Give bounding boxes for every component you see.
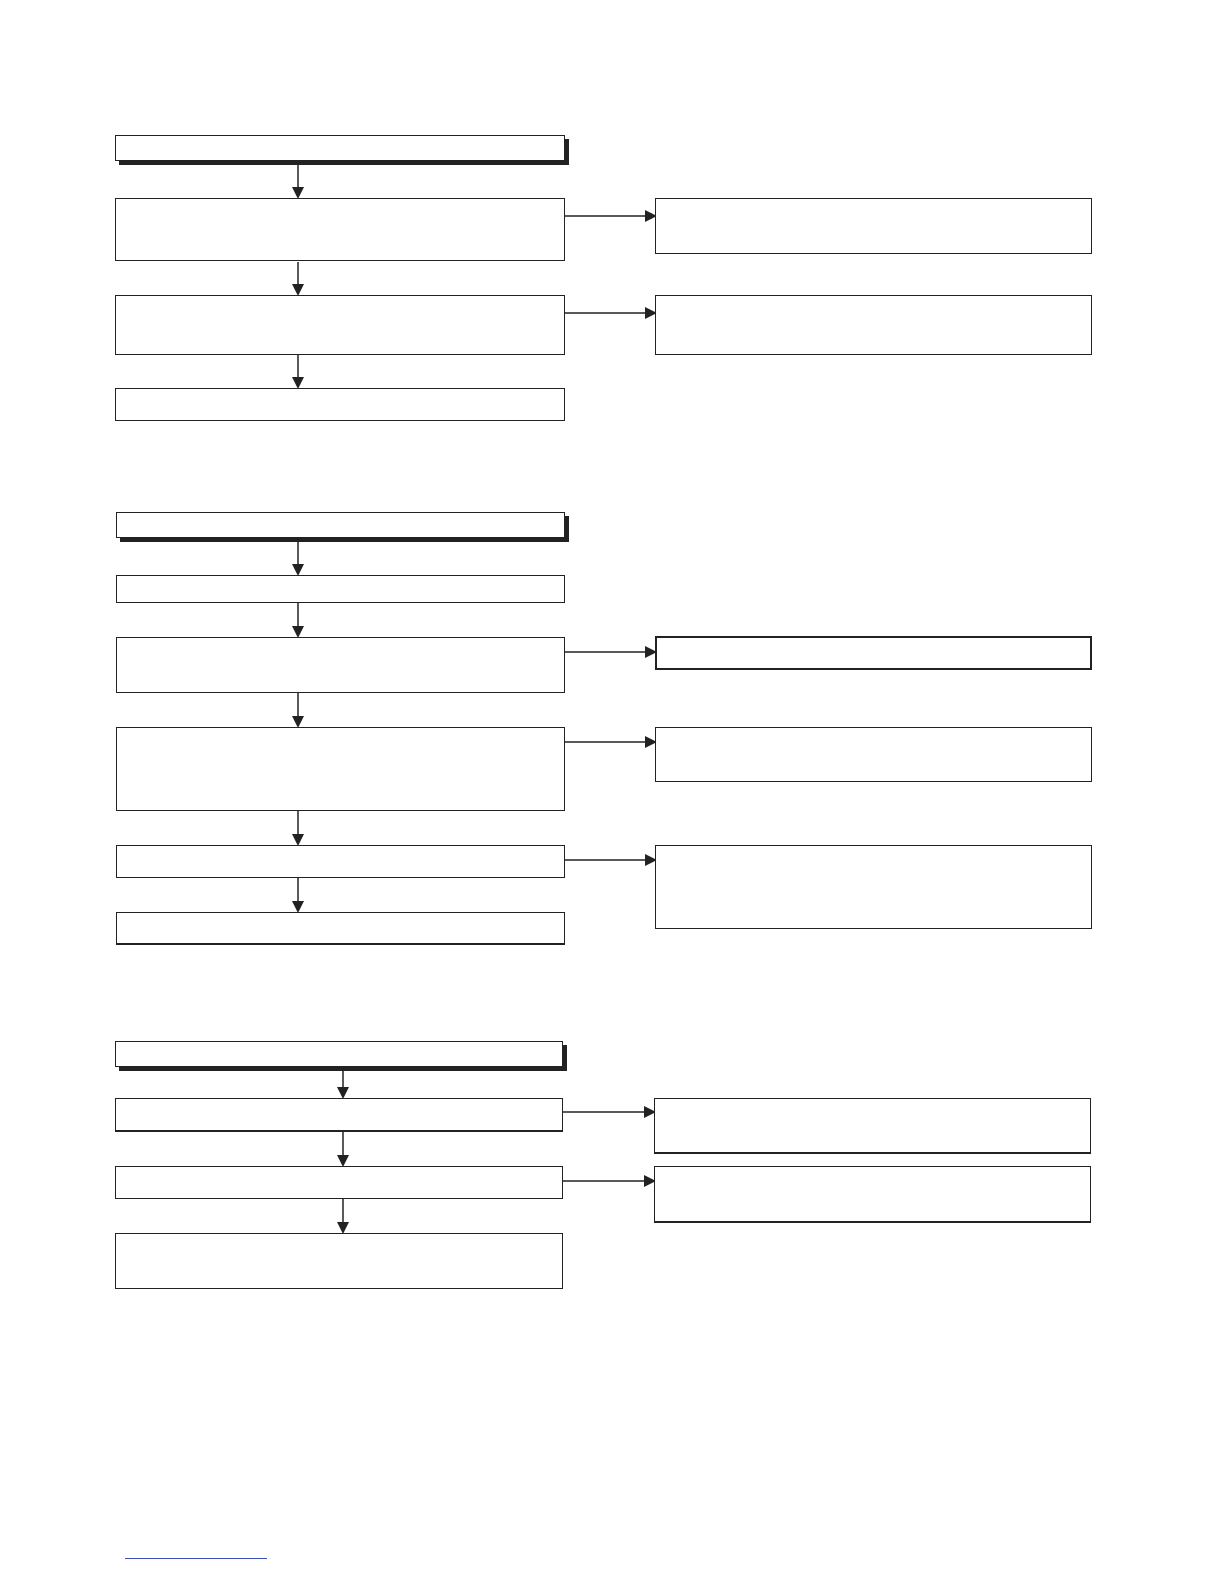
section-2-step-5 — [116, 912, 565, 945]
section-2-step-3 — [116, 727, 565, 811]
section-2-header — [116, 512, 565, 538]
section-3-step-3 — [115, 1233, 563, 1289]
section-3-header — [115, 1041, 563, 1067]
section-1-step-1 — [115, 198, 565, 261]
section-3-step-2 — [115, 1166, 563, 1199]
section-2-step-4 — [116, 845, 565, 878]
section-1-step-2 — [115, 295, 565, 355]
section-1-header — [115, 135, 565, 161]
section-2-result-2 — [655, 727, 1092, 782]
section-2-step-2 — [116, 637, 565, 693]
section-1-result-1 — [655, 198, 1092, 254]
section-1-result-2 — [655, 295, 1092, 355]
section-3-step-1 — [115, 1098, 563, 1132]
section-3-result-1 — [654, 1098, 1091, 1154]
section-2-step-1 — [116, 575, 565, 603]
footer-link-underline — [125, 1558, 267, 1559]
section-2-result-1 — [655, 636, 1092, 670]
section-2-result-3 — [655, 845, 1092, 929]
section-3-result-2 — [654, 1166, 1091, 1223]
section-1-step-3 — [115, 388, 565, 421]
